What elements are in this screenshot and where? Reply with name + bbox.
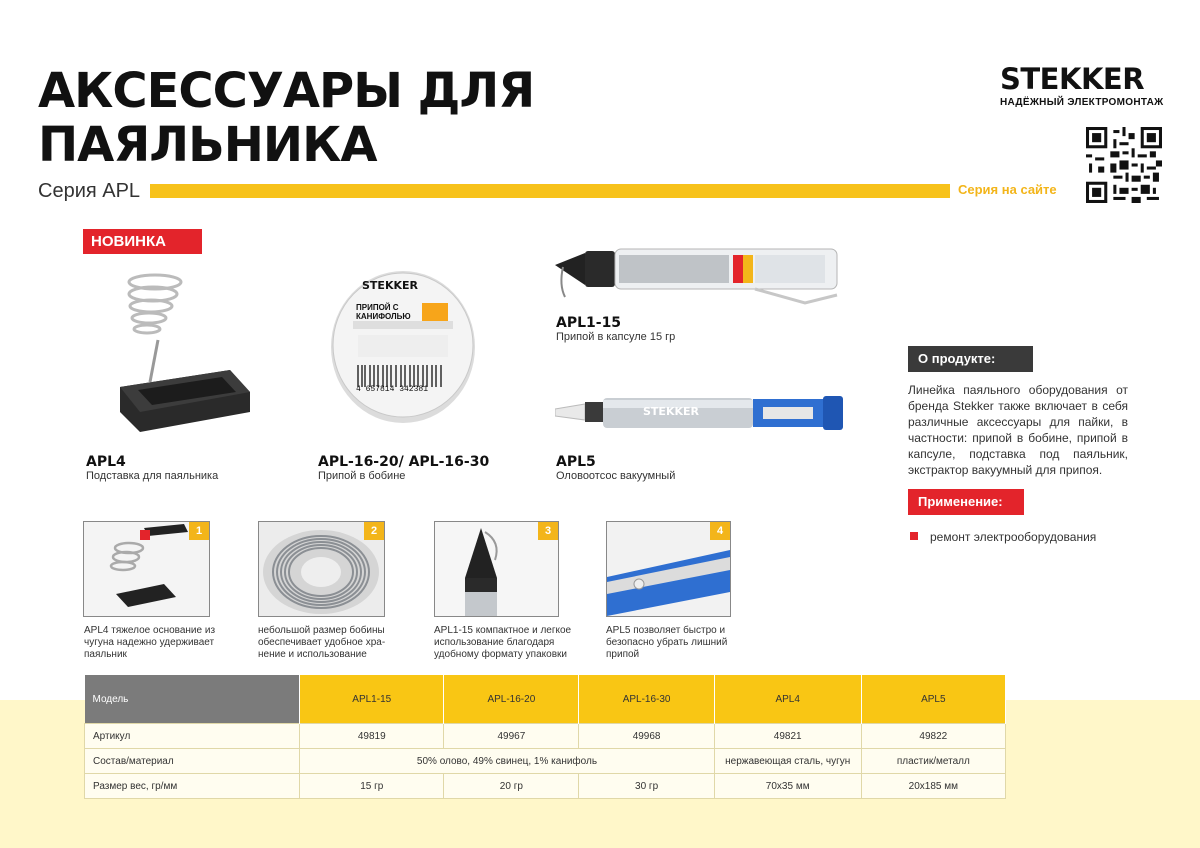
spec-cell: 15 гр [300, 774, 444, 799]
spec-header-row [85, 675, 1006, 724]
spec-row-label: Размер вес, гр/мм [85, 774, 300, 799]
solder-capsule-image [555, 245, 845, 310]
product-name-apl1-15: APL1-15 [556, 315, 622, 331]
table-row [85, 724, 1006, 749]
feature-caption-3: APL1-15 компактное и легкое использование благодаря удобному формату упаковки [434, 625, 572, 660]
feature-1-number: 1 [189, 522, 209, 540]
feature-caption-4: APL5 позволяет быстро и безопасно убрать лишний припой [606, 625, 728, 660]
feature-photo-1 [83, 521, 210, 617]
spec-cell: 30 гр [579, 774, 714, 799]
title-line-1: АКСЕССУАРЫ ДЛЯ [38, 63, 535, 119]
product-desc-apl4: Подставка для паяльника [86, 470, 219, 482]
spec-col-header: APL-16-30 [579, 675, 714, 724]
product-name-apl5: APL5 [556, 454, 596, 470]
spec-col-header: APL-16-20 [444, 675, 579, 724]
brand-slogan: НАДЁЖНЫЙ ЭЛЕКТРОМОНТАЖ [1000, 97, 1164, 108]
feature-photo-3 [434, 521, 559, 617]
brand-logo: STEKKER [1000, 62, 1145, 96]
spec-cell: 50% олово, 49% свинец, 1% канифоль [300, 749, 714, 774]
desoldering-pump-image [555, 393, 850, 433]
feature-caption-1: APL4 тяжелое основание из чугуна надежно удерживает паяльник [84, 625, 216, 660]
about-header: О продукте: [908, 346, 1033, 372]
spec-cell: 20x185 мм [861, 774, 1005, 799]
product-name-apl-16: APL-16-20/ APL-16-30 [318, 454, 490, 470]
spec-cell: 20 гр [444, 774, 579, 799]
table-row [85, 774, 1006, 799]
qr-code-icon[interactable] [1086, 127, 1162, 203]
spec-cell: 49968 [579, 724, 714, 749]
application-item: ремонт электрооборудования [930, 530, 1097, 544]
feature-photo-4 [606, 521, 731, 617]
spec-row-label: Артикул [85, 724, 300, 749]
desoldering-pump-graphic [555, 393, 850, 433]
page-title [38, 64, 534, 172]
spec-cell: 70x35 мм [714, 774, 861, 799]
reel-brand-text: STEKKER [362, 279, 418, 292]
spec-model-header: Модель [85, 675, 300, 724]
solder-reel-image [328, 265, 478, 435]
bullet-icon [910, 532, 918, 540]
reel-barcode-text: 4 657814 342381 [356, 385, 429, 394]
spec-col-header: APL1-15 [300, 675, 444, 724]
application-header: Применение: [908, 489, 1024, 515]
spec-table [84, 675, 1006, 799]
feature-3-number: 3 [538, 522, 558, 540]
apl4-stand-image [110, 262, 260, 442]
spec-col-header: APL4 [714, 675, 861, 724]
product-desc-apl5: Оловоотсос вакуумный [556, 470, 676, 482]
spec-row-label: Состав/материал [85, 749, 300, 774]
new-badge: НОВИНКА [83, 229, 202, 254]
spec-cell: пластик/металл [861, 749, 1005, 774]
spec-cell: 49819 [300, 724, 444, 749]
spec-cell: 49967 [444, 724, 579, 749]
about-text: Линейка паяльного оборудования от бренда Stekker также включает в себя различные аксессуары для пайки, в частности: припой в бобине, припой в капсуле, подставка под паяльник, экстрактор вакуумный для припоя. [908, 383, 1128, 477]
feature-2-number: 2 [364, 522, 384, 540]
feature-caption-2: небольшой размер бобины обеспечивает удобное хра-нение и использование [258, 625, 386, 660]
table-row [85, 749, 1006, 774]
reel-title-text: ПРИПОЙ С КАНИФОЛЬЮ [356, 303, 411, 321]
product-name-apl4: APL4 [86, 454, 126, 470]
spec-cell: 49822 [861, 724, 1005, 749]
spec-col-header: APL5 [861, 675, 1005, 724]
series-label: Серия APL [38, 180, 141, 202]
title-line-2: ПАЯЛЬНИКА [38, 117, 377, 173]
feature-photo-2 [258, 521, 385, 617]
spec-cell: нержавеющая сталь, чугун [714, 749, 861, 774]
spec-cell: 49821 [714, 724, 861, 749]
series-site-link[interactable]: Серия на сайте [958, 182, 1057, 197]
feature-4-number: 4 [710, 522, 730, 540]
product-desc-apl1-15: Припой в капсуле 15 гр [556, 331, 676, 343]
product-desc-apl-16: Припой в бобине [318, 470, 406, 482]
series-divider [150, 184, 950, 198]
pump-brand-text: STEKKER [643, 405, 699, 418]
